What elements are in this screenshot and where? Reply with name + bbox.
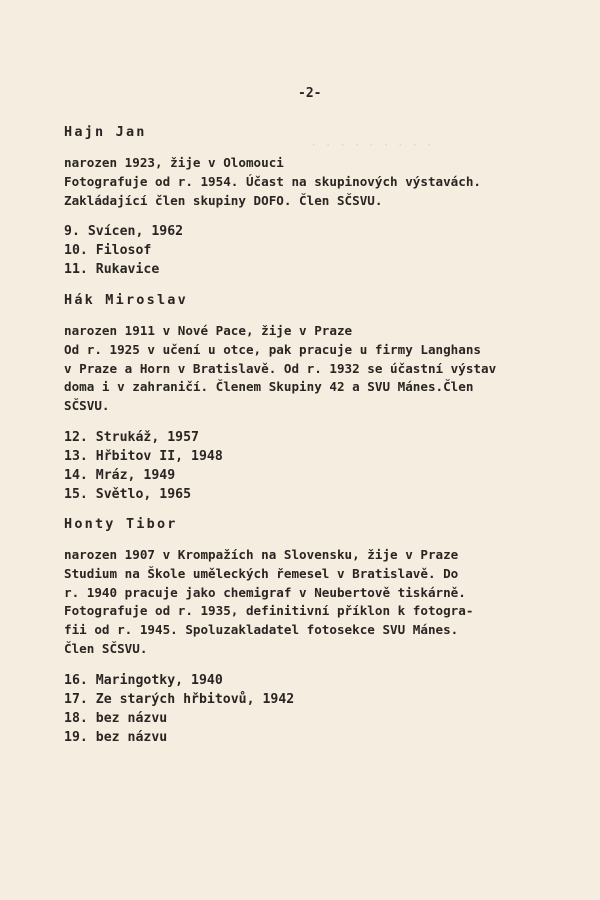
entry-honty bbox=[64, 516, 584, 747]
bio-line: narozen 1907 v Krompažích na Slovensku, žije v Praze bbox=[64, 547, 459, 562]
bio-line: Člen SČSVU. bbox=[64, 640, 148, 656]
bio-line: narozen 1923, žije v Olomouci bbox=[64, 155, 284, 170]
bio-line: Studium na Škole uměleckých řemesel v Bratislavě. Do bbox=[64, 565, 459, 581]
work-item: 12. Strukáž, 1957 bbox=[64, 429, 199, 445]
bio-line: v Praze a Horn v Bratislavě. Od r. 1932 se účastní výstav bbox=[64, 360, 497, 376]
author-name: Hajn Jan bbox=[64, 124, 147, 140]
works-list bbox=[64, 671, 584, 747]
author-name: Honty Tibor bbox=[64, 516, 178, 532]
work-item: 17. Ze starých hřbitovů, 1942 bbox=[64, 691, 295, 707]
bio-line: Fotografuje od r. 1935, definitivní příklon k fotogra- bbox=[64, 603, 474, 619]
work-item: 18. bez názvu bbox=[64, 710, 168, 726]
bio-line: Zakládající člen skupiny DOFO. Člen SČSVU. bbox=[64, 192, 383, 208]
work-item: 14. Mráz, 1949 bbox=[64, 467, 176, 483]
work-item: 10. Filosof bbox=[64, 243, 152, 259]
work-item: 11. Rukavice bbox=[64, 262, 160, 278]
entry-hak bbox=[64, 292, 584, 504]
work-item: 16. Maringotky, 1940 bbox=[64, 672, 223, 688]
page-number: -2- bbox=[298, 86, 322, 101]
work-item: 15. Světlo, 1965 bbox=[64, 486, 192, 502]
work-item: 19. bez názvu bbox=[64, 729, 168, 745]
bio-line: SČSVU. bbox=[64, 398, 110, 414]
bio-line: r. 1940 pracuje jako chemigraf v Neubertově tiskárně. bbox=[64, 584, 466, 600]
bio-line: narozen 1911 v Nové Pace, žije v Praze bbox=[64, 323, 353, 338]
bio-line: Fotografuje od r. 1954. Účast na skupinových výstavách. bbox=[64, 173, 482, 189]
entry-hajn bbox=[64, 124, 584, 279]
author-bio bbox=[64, 154, 584, 210]
author-bio bbox=[64, 546, 584, 659]
bio-line: fii od r. 1945. Spoluzakladatel fotosekce SVU Mánes. bbox=[64, 622, 459, 638]
bio-line: Od r. 1925 v učení u otce, pak pracuje u firmy Langhans bbox=[64, 341, 482, 357]
show-through-text: · · · · · · · · · bbox=[310, 138, 433, 152]
work-item: 13. Hřbitov II, 1948 bbox=[64, 448, 223, 464]
bio-line: doma i v zahraničí. Členem Skupiny 42 a SVU Mánes.Člen bbox=[64, 379, 474, 395]
author-bio bbox=[64, 322, 584, 416]
author-name: Hák Miroslav bbox=[64, 292, 188, 308]
work-item: 9. Svícen, 1962 bbox=[64, 224, 184, 240]
works-list bbox=[64, 222, 584, 279]
works-list bbox=[64, 428, 584, 504]
